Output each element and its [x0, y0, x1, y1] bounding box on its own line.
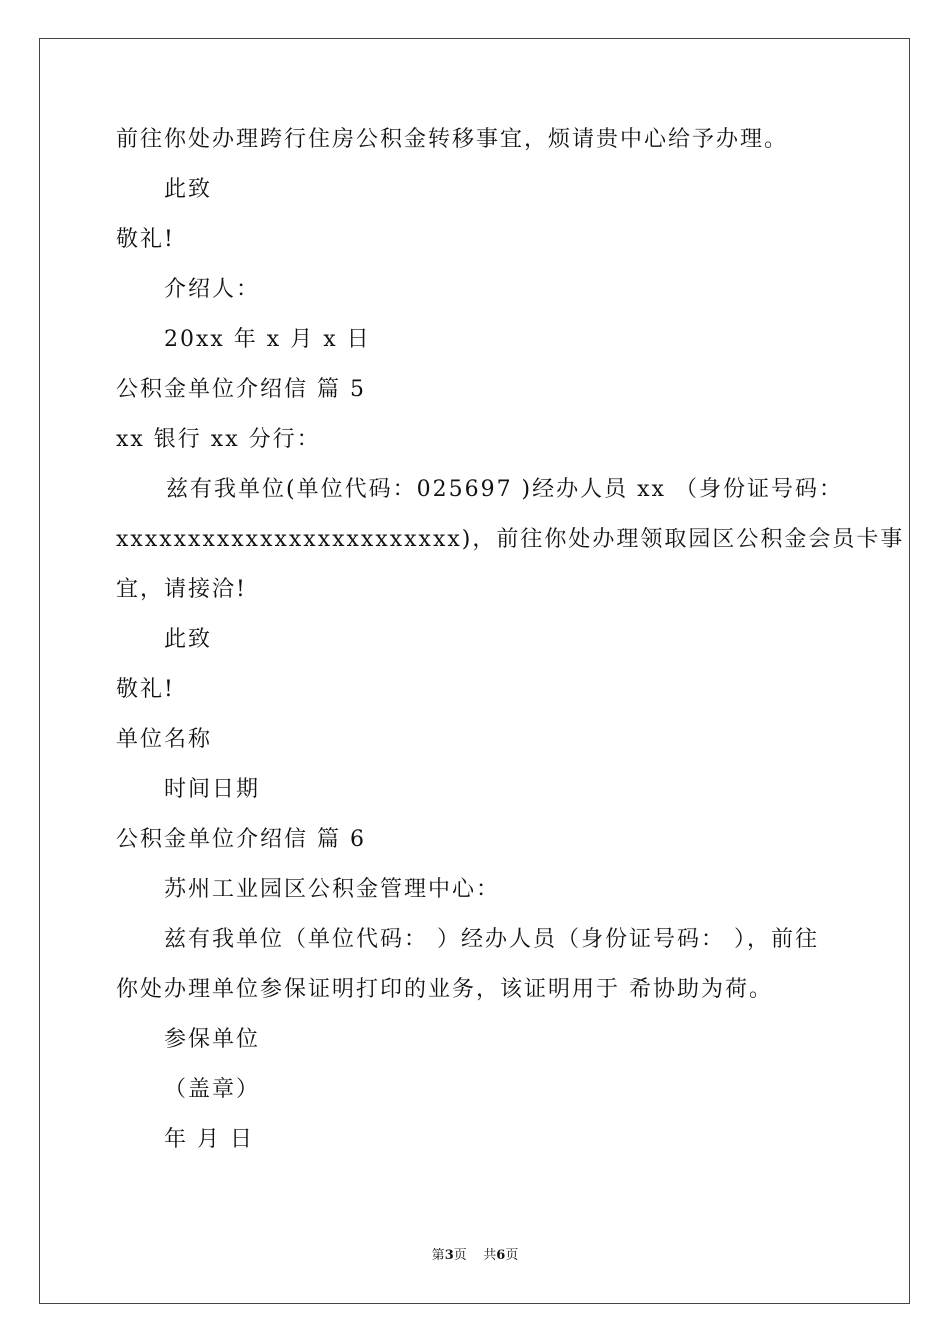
section-heading-5: 公积金单位介绍信 篇 5: [116, 377, 366, 402]
salutation-line: 此致: [164, 177, 213, 202]
closing-line: 敬礼!: [116, 677, 175, 702]
unit-name-line: 单位名称: [116, 727, 213, 752]
page-mid: 页 共: [453, 1248, 497, 1263]
paragraph-line: 兹有我单位（单位代码： ）经办人员（身份证号码： ），前往: [164, 927, 819, 952]
page-prefix: 第: [431, 1248, 445, 1263]
date-line: 时间日期: [164, 777, 261, 802]
paragraph-line: 你处办理单位参保证明打印的业务，该证明用于 希协助为荷。: [116, 977, 773, 1002]
seal-line: （盖章）: [164, 1077, 261, 1102]
salutation-line: 此致: [164, 627, 213, 652]
paragraph-line: 宜，请接洽!: [116, 577, 247, 602]
paragraph-line: 兹有我单位(单位代码：025697 )经办人员 xx （身份证号码：: [166, 477, 843, 502]
introducer-line: 介绍人：: [164, 277, 261, 302]
closing-line: 敬礼!: [116, 227, 175, 252]
insured-unit-line: 参保单位: [164, 1027, 261, 1052]
page-suffix: 页: [505, 1248, 519, 1263]
date-line: 年 月 日: [164, 1127, 254, 1152]
section-heading-6: 公积金单位介绍信 篇 6: [116, 827, 366, 852]
page-total: 6: [496, 1248, 506, 1263]
paragraph-line: xxxxxxxxxxxxxxxxxxxxxxxx)，前往你处办理领取园区公积金会员卡事: [116, 527, 905, 552]
page-current: 3: [444, 1248, 454, 1263]
page-footer: [0, 1247, 950, 1265]
addressee-line: 苏州工业园区公积金管理中心：: [164, 877, 501, 902]
date-line: 20xx 年 x 月 x 日: [164, 327, 371, 352]
paragraph-line: 前往你处办理跨行住房公积金转移事宜，烦请贵中心给予办理。: [116, 127, 789, 152]
addressee-line: xx 银行 xx 分行：: [116, 427, 321, 452]
